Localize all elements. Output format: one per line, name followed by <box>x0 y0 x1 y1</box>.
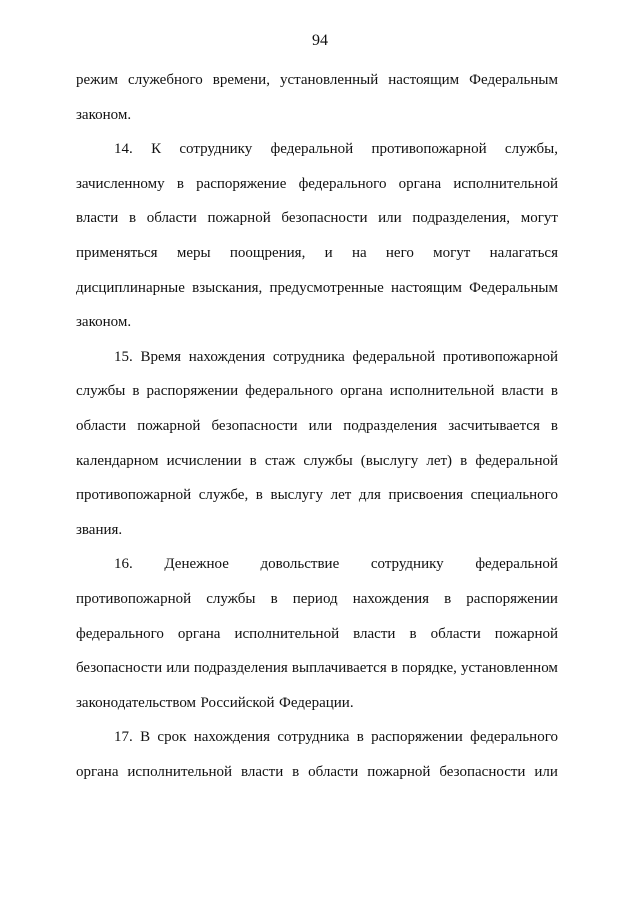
word: присвоения <box>388 487 464 504</box>
word: налагаться <box>489 244 558 261</box>
text-line <box>76 276 558 311</box>
word: противопожарной <box>76 487 192 504</box>
word: федерального <box>298 175 387 192</box>
word: власти <box>76 210 119 227</box>
word: применяться <box>76 244 158 261</box>
word: него <box>385 244 414 261</box>
word: и <box>324 244 333 261</box>
word: могут <box>520 210 558 227</box>
word: в <box>176 175 184 192</box>
paragraph-15-first-line <box>76 345 558 380</box>
word: 16. <box>114 556 133 573</box>
word: органа <box>398 175 442 192</box>
word: исполнительной <box>127 763 233 780</box>
word: меры <box>176 244 211 261</box>
word: или <box>308 417 333 434</box>
word: сотруднику <box>179 141 253 158</box>
word: 17. <box>114 729 133 746</box>
word: настоящим <box>388 72 460 88</box>
word: исполнительной <box>453 175 558 192</box>
word: подразделения, <box>412 210 511 227</box>
word: Денежное <box>164 556 229 573</box>
word: пожарной <box>137 417 201 434</box>
word: федеральной <box>352 348 436 365</box>
word: для <box>358 487 381 504</box>
word: власти <box>240 763 284 780</box>
word: органа <box>177 625 221 642</box>
word: довольствие <box>260 556 340 573</box>
word: поощрения, <box>229 244 306 261</box>
word: выплачивается <box>291 660 387 677</box>
page-number: 94 <box>312 32 328 49</box>
word: лет) <box>426 452 453 469</box>
word: 14. <box>114 141 133 158</box>
word: в <box>249 452 257 469</box>
word: распоряжении <box>146 383 239 400</box>
text-line <box>76 206 558 241</box>
word: службы <box>76 383 126 400</box>
word: нахождения <box>193 729 271 746</box>
word: в <box>128 210 137 227</box>
word: или <box>166 660 190 677</box>
word: исчислении <box>166 452 242 469</box>
word: времени, <box>212 72 270 88</box>
text-line <box>76 379 558 414</box>
word: федерального <box>76 625 164 642</box>
word: распоряжение <box>196 175 287 192</box>
text-line <box>76 172 558 207</box>
word: звания. <box>76 521 123 538</box>
word: противопожарной <box>442 348 558 365</box>
word: законом. <box>76 314 132 331</box>
word: 15. <box>114 348 133 365</box>
word: взыскания, <box>192 279 263 296</box>
word: нахождения <box>188 348 266 365</box>
paragraph-14-first-line <box>76 137 558 172</box>
word: противопожарной <box>76 590 192 607</box>
word: режим <box>76 72 119 88</box>
word: Федеральным <box>469 72 558 88</box>
word: календарном <box>76 452 159 469</box>
word: Время <box>140 348 182 365</box>
text-line <box>76 103 558 138</box>
word: в <box>356 729 364 746</box>
word: в <box>444 590 452 607</box>
word: в <box>132 383 140 400</box>
word: власти <box>353 625 396 642</box>
word: службе, <box>198 487 249 504</box>
word: в <box>550 383 558 400</box>
word: сотрудника <box>272 348 345 365</box>
word: нахождения <box>352 590 430 607</box>
word: могут <box>433 244 471 261</box>
word: стаж <box>264 452 296 469</box>
text-line <box>76 622 558 657</box>
word: или <box>534 763 558 780</box>
word: лет <box>330 487 352 504</box>
word: пожарной <box>494 625 558 642</box>
word: К <box>151 141 162 158</box>
word: в <box>460 452 468 469</box>
word: срок <box>157 729 187 746</box>
word: сотруднику <box>370 556 444 573</box>
word: области <box>430 625 481 642</box>
word: Федеральным <box>469 279 558 296</box>
word: федерального <box>245 383 334 400</box>
word: зачисленному <box>76 175 165 192</box>
word: выслугу <box>270 487 323 504</box>
text-line <box>76 310 558 345</box>
word: пожарной <box>367 763 431 780</box>
word: противопожарной <box>371 141 487 158</box>
word: специального <box>470 487 558 504</box>
word: безопасности <box>211 417 298 434</box>
word: власти <box>501 383 544 400</box>
text-line <box>76 414 558 449</box>
word: (выслугу <box>360 452 419 469</box>
text-line <box>76 449 558 484</box>
word: службы <box>303 452 353 469</box>
word: установленный <box>279 72 379 88</box>
word: органа <box>76 763 119 780</box>
text-line <box>76 483 558 518</box>
text-line <box>76 656 558 691</box>
word: в <box>409 625 417 642</box>
word: распоряжении <box>371 729 463 746</box>
word: в <box>550 417 558 434</box>
word: федеральной <box>270 141 354 158</box>
word: безопасности <box>76 660 163 677</box>
word: подразделения <box>343 417 438 434</box>
word: области <box>308 763 359 780</box>
word: на <box>351 244 367 261</box>
word: федеральной <box>475 556 558 573</box>
word: службы <box>206 590 256 607</box>
text-line <box>76 587 558 622</box>
paragraph-17-first-line <box>76 725 558 760</box>
word: в <box>255 487 263 504</box>
word: распоряжении <box>466 590 558 607</box>
word: период <box>292 590 338 607</box>
word: федеральной <box>475 452 558 469</box>
word: Федерации. <box>278 694 354 711</box>
word: в <box>390 660 398 677</box>
word: служебного <box>128 72 203 88</box>
word: установленном <box>461 660 558 677</box>
word: исполнительной <box>234 625 340 642</box>
word: дисциплинарные <box>76 279 185 296</box>
word: области <box>76 417 127 434</box>
text-line <box>76 68 558 103</box>
word: или <box>378 210 402 227</box>
word: порядке, <box>402 660 457 677</box>
word: безопасности <box>439 763 526 780</box>
text-line <box>76 241 558 276</box>
word: предусмотренные <box>269 279 384 296</box>
word: в <box>292 763 300 780</box>
word: безопасности <box>281 210 368 227</box>
word: Российской <box>200 694 275 711</box>
body-text <box>76 68 558 794</box>
word: подразделения <box>193 660 288 677</box>
word: исполнительной <box>389 383 495 400</box>
word: службы, <box>504 141 558 158</box>
word: законом. <box>76 106 132 123</box>
text-line <box>76 518 558 553</box>
text-line <box>76 760 558 795</box>
word: засчитывается <box>448 417 540 434</box>
word: в <box>270 590 278 607</box>
word: настоящим <box>391 279 462 296</box>
word: законодательством <box>76 694 197 711</box>
text-line <box>76 691 558 726</box>
word: сотрудника <box>277 729 350 746</box>
word: федерального <box>470 729 558 746</box>
word: В <box>140 729 151 746</box>
word: области <box>146 210 197 227</box>
word: органа <box>340 383 383 400</box>
word: пожарной <box>207 210 271 227</box>
paragraph-16-first-line <box>76 552 558 587</box>
